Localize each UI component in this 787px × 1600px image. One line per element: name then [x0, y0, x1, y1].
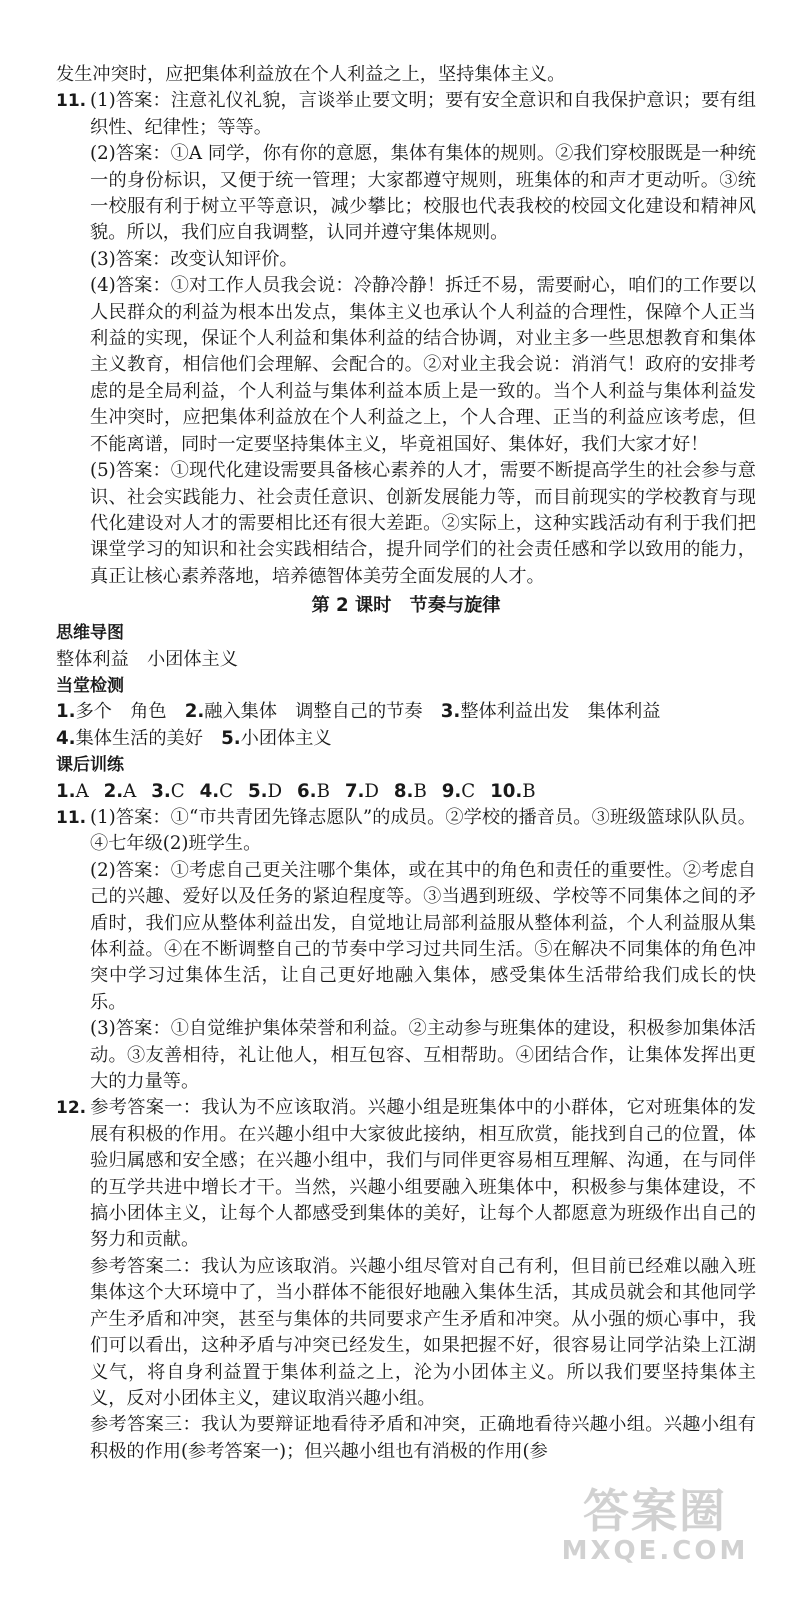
question-11-upper — [56, 88, 756, 590]
choice-answers — [56, 779, 756, 805]
question-number: 11. — [56, 91, 87, 112]
choice-answer: D — [267, 780, 297, 802]
mindmap-heading: 思维导图 — [56, 623, 124, 644]
choice-answer: A — [123, 780, 152, 802]
classcheck-line-2: 4.集体生活的美好 5.小团体主义 — [56, 727, 332, 749]
question-number: 12. — [56, 1098, 87, 1119]
choice-number: 10. — [490, 780, 523, 802]
reference-answer-2: 参考答案二：我认为应该取消。兴趣小组尽管对自己有利，但目前已经难以融入班集体这个大环境中了，当小群体不能很好地融入集体生活，其成员就会和其他同学产生矛盾和冲突，甚至与集体的共同要求产生矛盾和冲突。从小强的烦心事中，我们可以看出，这种矛盾与冲突已经发生，如果把握不好，很容易让同学沾染上江湖义气，将自身利益置于集体利益之上，沦为小团体主义。所以我们要坚持集体主义，反对小团体主义，建议取消兴趣小组。 — [90, 1255, 756, 1409]
classcheck-heading: 当堂检测 — [56, 675, 124, 696]
choice-answer: B — [522, 780, 536, 802]
watermark-logo — [545, 1486, 765, 1576]
lesson-title: 第 2 课时 节奏与旋律 — [311, 595, 501, 617]
choice-number: 1. — [56, 780, 76, 802]
answer-part-3: (3)答案：①自觉维护集体荣誉和利益。②主动参与班集体的建设，积极参加集体活动。③友善相待，礼让他人，相互包容、互相帮助。④团结合作，让集体发挥出更大的力量等。 — [90, 1018, 756, 1093]
reference-answer-3: 参考答案三：我认为要辩证地看待矛盾和冲突，正确地看待兴趣小组。兴趣小组有积极的作用(参考答案一)；但兴趣小组也有消极的作用(参 — [90, 1414, 756, 1462]
reference-answer-1: 参考答案一：我认为不应该取消。兴趣小组是班集体中的小群体，它对班集体的发展有积极的作用。在兴趣小组中大家彼此接纳，相互欣赏，能找到自己的位置，体验归属感和安全感；在兴趣小组中，我们与同伴更容易相互理解、沟通，在与同伴的互学共进中增长才干。当然，兴趣小组要融入班集体中，积极参与集体建设，不搞小团体主义，让每个人都感受到集体的美好，让每个人都愿意为班级作出自己的努力和贡献。 — [90, 1097, 756, 1251]
choice-number: 3. — [151, 780, 171, 802]
answer-part-4: (4)答案：①对工作人员我会说：冷静冷静！拆迁不易，需要耐心，咱们的工作要以人民群众的利益为根本出发点，集体主义也承认个人利益的合理性，保障个人正当利益的实现，保证个人利益和集体利益的结合协调，对业主多一些思想教育和集体主义教育，相信他们会理解、会配合的。②对业主我会说：消消气！政府的安排考虑的是全局利益，个人利益与集体利益本质上是一致的。当个人利益与集体利益发生冲突时，应把集体利益放在个人利益之上，个人合理、正当的利益应该考虑，但不能离谱，同时一定要坚持集体主义，毕竟祖国好、集体好，我们大家才好！ — [90, 275, 756, 455]
answer-part-3: (3)答案：改变认知评价。 — [90, 248, 298, 270]
watermark-text: 答案圈 — [583, 1484, 727, 1538]
answer-part-1: (1)答案：注意礼仪礼貌，言谈举止要文明；要有安全意识和自我保护意识；要有组织性、纪律性；等等。 — [90, 90, 756, 138]
homework-heading: 课后训练 — [56, 755, 124, 776]
classcheck-line-1: 1.多个 角色 2.融入集体 调整自己的节奏 3.整体利益出发 集体利益 — [56, 701, 661, 723]
question-12 — [56, 1095, 756, 1465]
answer-part-2: (2)答案：①A 同学，你有你的意愿，集体有集体的规则。②我们穿校服既是一种统一的身份标识，又便于统一管理；大家都遵守规则，班集体的和声才更动听。③统一校服有利于树立平等意识，减少攀比；校服也代表我校的校园文化建设和精神风貌。所以，我们应自我调整，认同并遵守集体规则。 — [90, 143, 756, 244]
document-page — [56, 62, 756, 1465]
choice-number: 6. — [296, 780, 317, 802]
choice-answer: B — [413, 780, 442, 802]
choice-answer: C — [461, 780, 491, 802]
choice-number: 8. — [393, 780, 414, 802]
choice-answer: B — [316, 780, 345, 802]
choice-number: 4. — [199, 780, 220, 802]
answer-part-5: (5)答案：①现代化建设需要具备核心素养的人才，需要不断提高学生的社会参与意识、社会实践能力、社会责任意识、创新发展能力等，而目前现实的学校教育与现代化建设对人才的需要相比还有很大差距。②实际上，这种实践活动有利于我们把课堂学习的知识和社会实践相结合，提升同学们的社会责任感和学以致用的能力，真正让核心素养落地，培养德智体美劳全面发展的人才。 — [90, 460, 756, 587]
question-number: 11. — [56, 807, 87, 828]
choice-answer: C — [219, 780, 248, 802]
answer-part-2: (2)答案：①考虑自己更关注哪个集体，或在其中的角色和责任的重要性。②考虑自己的兴趣、爱好以及任务的紧迫程度等。③当遇到班级、学校等不同集体之间的矛盾时，我们应从整体利益出发，自觉地让局部利益服从整体利益，个人利益服从集体利益。④在不断调整自己的节奏中学习过共同生活。⑤在解决不同集体的角色冲突中学习过集体生活，让自己更好地融入集体，感受集体生活带给我们成长的快乐。 — [90, 859, 756, 1013]
choice-number: 5. — [247, 780, 268, 802]
choice-number: 2. — [103, 780, 124, 802]
question-11-lower — [56, 805, 756, 1095]
answer-part-1: (1)答案：①“市共青团先锋志愿队”的成员。②学校的播音员。③班级篮球队队员。④七年级(2)班学生。 — [90, 806, 756, 855]
choice-number: 7. — [344, 780, 365, 802]
mindmap-content: 整体利益 小团体主义 — [56, 648, 238, 670]
choice-answer: C — [170, 780, 200, 802]
choice-answer: D — [364, 780, 394, 802]
choice-number: 9. — [441, 780, 462, 802]
continuation-text: 发生冲突时，应把集体利益放在个人利益之上，坚持集体主义。 — [56, 64, 566, 85]
choice-answer: A — [75, 780, 104, 802]
watermark-url: MXQE.COM — [561, 1536, 749, 1566]
